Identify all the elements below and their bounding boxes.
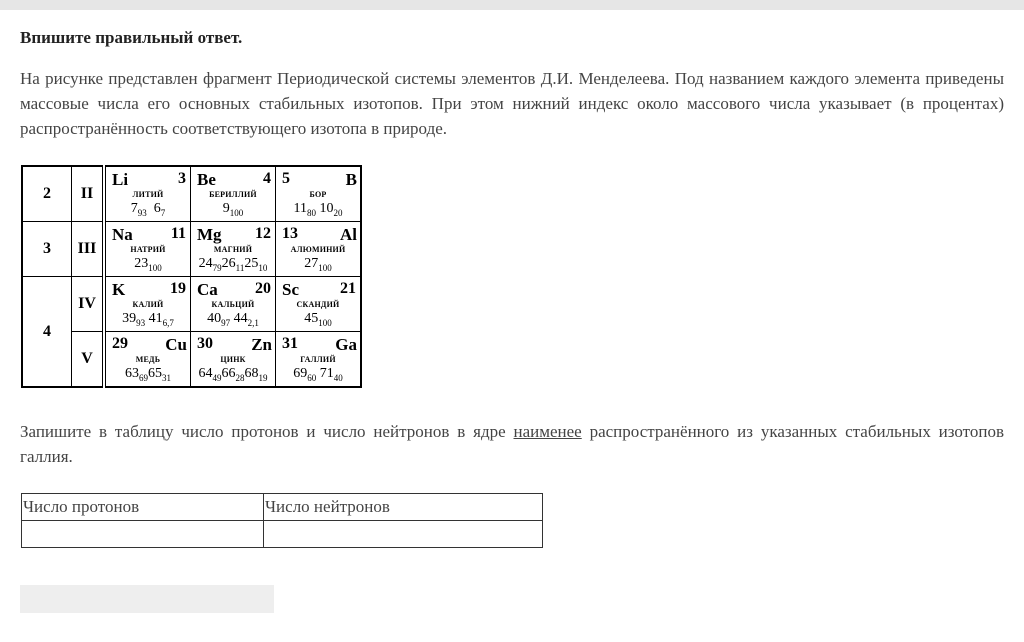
element-b	[276, 166, 362, 222]
element-number: 20	[255, 280, 271, 297]
element-number: 31	[282, 335, 298, 352]
element-symbol: Ca	[197, 280, 218, 299]
element-isotopes: $7_{93}$ $6_7$	[130, 201, 166, 218]
element-symbol: Zn	[251, 335, 272, 354]
element-number: 29	[112, 335, 128, 352]
element-name: СКАНДИЙ	[296, 300, 340, 309]
row-cell: II	[72, 166, 105, 222]
element-name: НАТРИЙ	[130, 245, 166, 254]
element-symbol: Sc	[282, 280, 299, 299]
element-symbol: Cu	[165, 335, 187, 354]
element-al	[276, 222, 362, 277]
element-isotopes: $9_{100}$	[222, 201, 244, 218]
element-isotopes: $27_{100}$	[304, 256, 332, 273]
element-symbol: Al	[340, 225, 357, 244]
element-name: КАЛИЙ	[132, 300, 164, 309]
element-k	[104, 277, 191, 332]
protons-input[interactable]	[22, 521, 264, 548]
period-cell: 2	[22, 166, 72, 222]
element-na	[104, 222, 191, 277]
element-number: 4	[263, 170, 271, 187]
element-cu	[104, 332, 191, 388]
element-number: 3	[178, 170, 186, 187]
row-cell: III	[72, 222, 105, 277]
element-name: МЕДЬ	[135, 355, 161, 364]
element-name: БОР	[309, 190, 327, 199]
task-heading: Впишите правильный ответ.	[20, 28, 243, 47]
element-name: АЛЮМИНИЙ	[290, 245, 346, 254]
period-cell: 4	[22, 277, 72, 388]
element-symbol: Be	[197, 170, 216, 189]
element-number: 21	[340, 280, 356, 297]
element-symbol: Li	[112, 170, 129, 189]
element-isotopes: $45_{100}$	[304, 311, 332, 328]
element-isotopes: $39_{93}$ $41_{6,7}$	[122, 311, 174, 328]
submit-button[interactable]	[20, 585, 274, 613]
element-name: КАЛЬЦИЙ	[211, 300, 255, 309]
element-name: МАГНИЙ	[213, 245, 253, 254]
element-number: 12	[255, 225, 271, 242]
element-zn	[191, 332, 276, 388]
task-intro: На рисунке представлен фрагмент Периодической системы элементов Д.И. Менделеева. Под названием каждого элемента приведены массовые числа его основных стабильных изотопов. При этом нижний индекс около массового числа указывает (в процентах) распространённость соответствующего изотопа в природе.	[20, 69, 1004, 138]
element-ga	[276, 332, 362, 388]
element-isotopes: $63_{69}65_{31}$	[125, 366, 171, 383]
element-name: БЕРИЛЛИЙ	[209, 190, 257, 199]
element-ca	[191, 277, 276, 332]
element-number: 11	[170, 225, 186, 242]
row-cell: V	[72, 332, 105, 388]
header-neutrons: Число нейтронов	[264, 494, 543, 521]
period-cell: 3	[22, 222, 72, 277]
element-symbol: Ga	[335, 335, 357, 354]
neutrons-input[interactable]	[264, 521, 543, 548]
element-symbol: Na	[112, 225, 133, 244]
element-isotopes: $23_{100}$	[134, 256, 162, 273]
element-sc	[276, 277, 362, 332]
element-number: 30	[197, 335, 213, 352]
element-be	[191, 166, 276, 222]
task-question: Запишите в таблицу число протонов и число нейтронов в ядре наименее распространённого из указанных стабильных изотопов галлия.	[20, 422, 1004, 466]
element-li	[104, 166, 191, 222]
element-isotopes: $11_{80}$ $10_{20}$	[293, 201, 343, 218]
element-isotopes: $24_{79}26_{11}25_{10}$	[198, 256, 268, 273]
element-name: ЛИТИЙ	[132, 190, 164, 199]
top-bar	[0, 0, 1024, 10]
element-isotopes: $64_{49}66_{28}68_{19}$	[198, 366, 268, 383]
element-name: ГАЛЛИЙ	[300, 355, 336, 364]
element-symbol: B	[345, 170, 357, 189]
element-isotopes: $40_{97}$ $44_{2,1}$	[207, 311, 259, 328]
row-cell: IV	[72, 277, 105, 332]
element-name: ЦИНК	[220, 355, 246, 364]
element-number: 13	[282, 225, 298, 242]
element-mg	[191, 222, 276, 277]
element-isotopes: $69_{60}$ $71_{40}$	[293, 366, 343, 383]
element-symbol: Mg	[197, 225, 222, 244]
periodic-table-fragment	[21, 165, 362, 388]
answer-table	[21, 493, 543, 548]
element-symbol: K	[112, 280, 126, 299]
element-number: 19	[170, 280, 186, 297]
emphasis-word: наименее	[513, 422, 582, 441]
element-number: 5	[282, 170, 290, 187]
header-protons: Число протонов	[22, 494, 264, 521]
